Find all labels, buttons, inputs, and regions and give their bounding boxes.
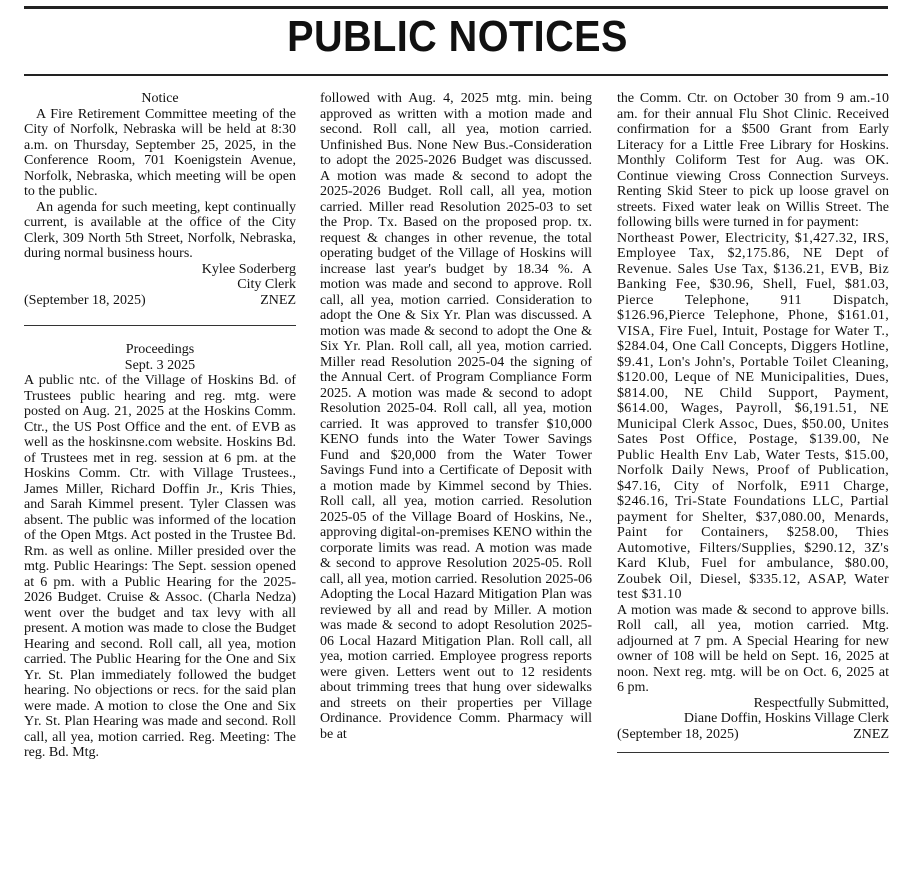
notice-signer: Kylee Soderberg <box>201 261 296 277</box>
column-1 <box>24 91 296 761</box>
end-rule <box>617 752 889 753</box>
column-3 <box>617 91 889 753</box>
notice-heading: Notice <box>141 91 179 106</box>
proceedings-pub-date: (September 18, 2025) <box>617 726 739 742</box>
notice-signer-title: City Clerk <box>237 277 296 292</box>
proceedings-closing-text: A motion was made & second to approve bills. Roll call, all yea, motion carried. Mtg. adjourned at 7 pm. A Special Hearing for new owner of 108 will be held on Sept. 16, 2025 at noon. Next reg. mtg. will be on Oct. 6, 2025 at 6 pm. <box>617 602 889 695</box>
column-2 <box>320 91 592 742</box>
notice-paragraph-1: A Fire Retirement Committee meeting of the City of Norfolk, Nebraska will be held at 8:30 a.m. on Thursday, September 25, 2025, in the Conference Room, 701 Koenigstein Avenue, Norfolk, Nebraska, which meeting will be open to the public. <box>24 106 296 199</box>
notice-date: (September 18, 2025) <box>24 292 146 308</box>
proceedings-signer: Diane Doffin, Hoskins Village Clerk <box>683 711 889 726</box>
masthead-bottom-rule <box>24 74 888 76</box>
masthead-top-rule <box>24 6 888 9</box>
proceedings-date: Sept. 3 2025 <box>124 357 196 373</box>
bills-list: Northeast Power, Electricity, $1,427.32, IRS, Employee Tax, $2,175.86, NE Dept of Revenue. Sales Use Tax, $136.21, EVB, Biz Banking Fee, $30.96, Shell, Fuel, $81.03, Pierce Telephone, 911 Dispatch, $126.96,Pierce Telephone, Phone, $161.01, VISA, Fire Fuel, Intuit, Postage for Water T., $284.04, One Call Concepts, Diggers Hotline, $9.41, Lon's John's, Portable Toilet Cleaning, $120.00, Leque of NE Municipalities, Dues, $814.00, NE Child Support, Payment, $614.00, Wages, Payroll, $6,191.51, NE Municipal Clerk Assoc, Dues, $50.00, Unites Sates Post Office, Postage, $139.00, Ne Public Health Env Lab, Water Tests, $15.00, Norfolk Daily News, Proof of Publication, $47.16, City of Norfolk, E911 Charge, $246.16, Tri-State Foundations LLC, Partial payment for Shelter, $37,080.00, Menards, Paint for Containers, $258.00, Thies Automotive, Filters/Supplies, $290.12, 3Z's Kard Klub, Fuel for ambulance, $80.00, Zoubek Oil, Diesel, $335.12, ASAP, Water test $31.10 <box>617 230 889 602</box>
closing-salutation: Respectfully Submitted, <box>753 695 889 711</box>
notice-footer <box>24 293 296 309</box>
proceedings-heading: Proceedings <box>125 342 195 357</box>
proceedings-text-col1: A public ntc. of the Village of Hoskins Bd. of Trustees public hearing and reg. mtg. were posted on Aug. 21, 2025 at the Hoskins Comm. Ctr., the US Post Office and the ent. of EVB as well as the hoskinsne.com website. Hoskins Bd. of Trustees met in reg. session at 6 pm. at the Hoskins Comm. Ctr. with Village Trustees., James Miller, Richard Doffin Jr., Kris Thies, and Sarah Kimmel present. Tyler Classen was absent. The public was informed of the location of the Open Mtgs. Act posted in the Trustee Bd. Rm. as well as online. Miller presided over the mtg. Public Hearings: The Sept. session opened at 6 pm. with a Public Hearing for the 2025-2026 Budget. Cruise & Assoc. (Charla Nedza) went over the budget and tax levy with all present. A motion was made to close the Budget Hearing and second. Roll call, all yea, motion carried. The Public Hearing for the One and Six Yr. St. Plan immediately followed the budget hearing. No objections or recs. for the said plan were made. A motion to close the One and Six Yr. St. Plan Hearing was made and second. Roll call, all yea, motion carried. Reg. Meeting: The reg. Bd. Mtg. <box>24 373 296 760</box>
section-divider <box>24 325 296 326</box>
page-title: PUBLIC NOTICES <box>287 12 628 61</box>
notice-paragraph-2: An agenda for such meeting, kept continually current, is available at the office of the City Clerk, 309 North 5th Street, Norfolk, Nebraska, during normal business hours. <box>24 199 296 261</box>
proceedings-text-col3: the Comm. Ctr. on October 30 from 9 am.-10 am. for their annual Flu Shot Clinic. Received confirmation for a $500 Grant from Early Literacy for a Little Free Library for Hoskins. Monthly Coliform Test for Aug. was OK. Continue viewing Cross Connection Surveys. Renting Skid Steer to pick up loose gravel on streets. Fixed water leak on Willis Street. The following bills were turned in for payment: <box>617 91 889 230</box>
proceedings-footer <box>617 727 889 743</box>
proceedings-code: ZNEZ <box>853 726 889 742</box>
notice-code: ZNEZ <box>260 292 296 308</box>
proceedings-text-col2: followed with Aug. 4, 2025 mtg. min. being approved as written with a motion made and second. Roll call, all yea, motion carried. Unfinished Bus. None New Bus.-Consideration to adopt the 2025-2026 Budget was discussed. A motion was made & second to adopt the 2025-2026 Budget. Roll call, all yea, motion carried. Miller read Resolution 2025-03 to set the Prop. Tx. Based on the proposed prop. tx. request & changes in other revenue, the total operating budget of the Village of Hoskins will increase last year's budget by 18.34 %. A motion was made and second to approve. Roll call, all yea, motion carried. Consideration to adopt the One & Six Yr. Plan was discussed. A motion was made & second to adopt the One & Six Yr. Plan. Roll call, all yea, motion carried. Miller read Resolution 2025-04 the signing of the Annual Cert. of Program Compliance Form 2025. A motion was made & second to adopt Resolution 2025-04. Roll call, all yea, motion carried. It was approved to transfer $10,000 KENO funds into the Water Tower Savings Fund and $20,000 from the Water Tower Savings Fund into a Certificate of Deposit with a motion made by Kimmel second by Thies. Roll call, all yea, motion carried. Resolution 2025-05 of the Village Board of Hoskins, Ne., approving digital-on-premises KENO within the corporate limits was read. A motion was made & second to approve Resolution 2025-05. Roll call, all yea, motion carried. Resolution 2025-06 Adopting the Local Hazard Mitigation Plan was reviewed by all and read by Miller. A motion was made & second to adopt Resolution 2025-06 Local Hazard Mitigation Plan. Roll call, all yea, motion carried. Employee progress reports were given. Letters went out to 12 residents about trimming trees that hung over sidewalks and streets on their properties per Village Ordinance. Providence Comm. Pharmacy will be at <box>320 91 592 742</box>
